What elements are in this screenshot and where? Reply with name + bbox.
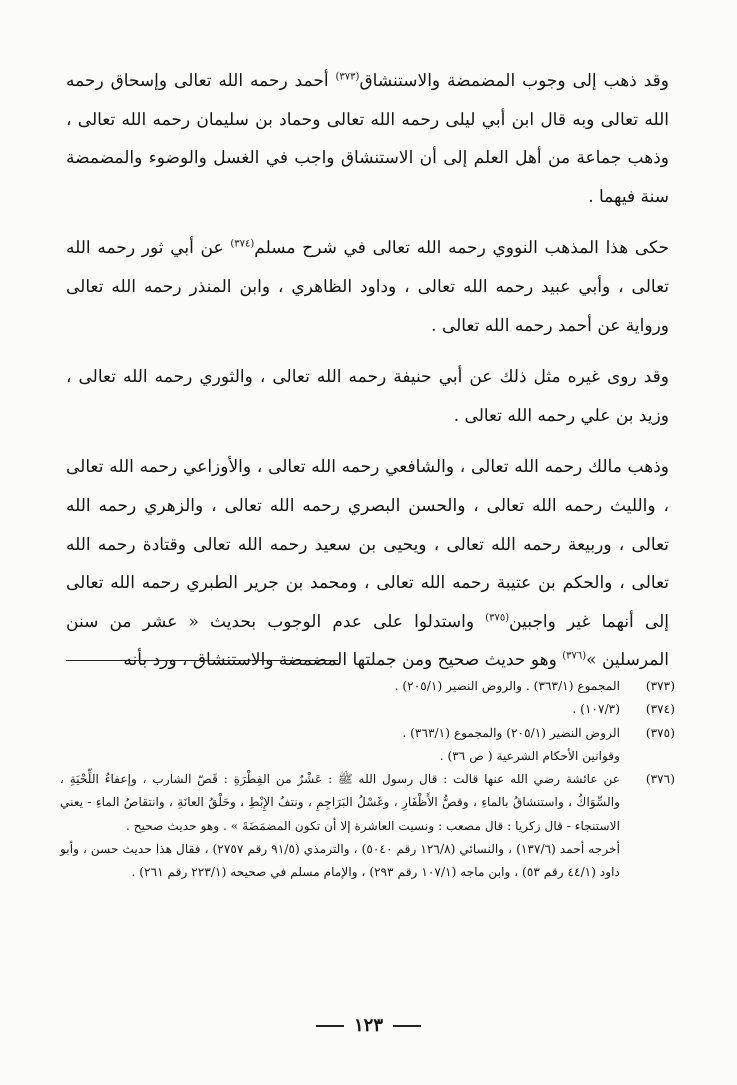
footnote-reference: (٣٧٤)	[230, 238, 255, 250]
paragraph-text: وهو حديث صحيح ومن جملتها المضمضة والاستنشاق ، ورد بأنه	[123, 650, 563, 671]
footnote-text	[60, 768, 620, 884]
paragraph-text: أحمد رحمه الله تعالى وإسحاق رحمه الله تعالى وبه قال ابن أبي ليلى رحمه الله تعالى وحماد بن سليمان رحمه الله تعالى ، وذهب جماعة من أهل العلم إلى أن الاستنشاق واجب في الغسل والوضوء والمضمضة سنة فيهما .	[66, 71, 669, 207]
footnote-number: (٣٧٥)	[645, 725, 675, 740]
footnote-reference: (٣٧٦)	[562, 650, 587, 662]
paragraph-text: واستدلوا على عدم الوجوب بحديث « عشر من سنن المرسلين »	[66, 611, 669, 671]
footnote-separator	[66, 660, 338, 661]
footnote-number: (٣٧٦)	[645, 772, 675, 787]
footnote-line: (١٠٧/٣) .	[572, 702, 620, 717]
footnote-reference: (٣٧٣)	[335, 71, 360, 83]
page-number-text: ١٢٣	[353, 1015, 383, 1036]
paragraph	[66, 448, 669, 680]
footnote	[60, 675, 675, 698]
footnote-line: عن عائشة رضي الله عنها قالت : قال رسول الله ﷺ : عَشْرٌ من الفِطْرَةِ : قَصّ الشارب ، وإعفاءُ اللِّحْيَةِ ، والسِّوَاكُ ، واستنشاقُ بالماءِ ، وقصُّ الأَظْفَارِ ، وغَسْلُ البَرَاجِمِ ، ونتفُ الإِبْطِ ، وحَلْقُ العانَةِ ، وانتقاصُ الماءِ - يعني الاستنجاء - قال زكريا : قال مصعب : ونسيت العاشرة إلا أن تكون المضمَضَةَ » . وهو حديث صحيح .	[60, 772, 620, 833]
footnote-line: المجموع (٣٦٣/١) . والروض النضير (٢٠٥/١) .	[394, 679, 620, 693]
footnote-reference: (٣٧٥)	[485, 612, 510, 624]
paragraph: وقد روى غيره مثل ذلك عن أبي حنيفة رحمه الله تعالى ، والثوري رحمه الله تعالى ، وزيد بن علي رحمه الله تعالى .	[66, 367, 669, 426]
paragraph	[66, 229, 669, 345]
footnote	[60, 698, 675, 721]
footnote-line: الروض النضير (٢٠٥/١) والمجموع (٣٦٣/١) .	[402, 725, 620, 740]
footnote-line: أخرجه أحمد (١٣٧/٦) ، والنسائي (١٢٦/٨ رقم ٥٠٤٠) ، والترمذي (٩١/٥ رقم ٢٧٥٧) ، فقال هذا حديث حسن ، وأبو داود (٤٤/١ رقم ٥٣) ، وابن ماجه (١٠٧/١ رقم ٢٩٣) ، والإمام مسلم في صحيحه (٢٢٣/١ رقم ٢٦١) .	[60, 842, 620, 880]
paragraph-text: عن أبي ثور رحمه الله تعالى ، وأبي عبيد رحمه الله تعالى ، وداود الظاهري ، وابن المنذر رحمه الله تعالى ورواية عن أحمد رحمه الله تعالى .	[66, 238, 669, 336]
paragraph	[66, 62, 669, 216]
paragraph-text: حكى هذا المذهب النووي رحمه الله تعالى في شرح مسلم	[254, 238, 669, 259]
footnote-number: (٣٧٣)	[645, 679, 675, 693]
page-number-dash	[393, 1025, 421, 1027]
footnote	[60, 722, 675, 769]
footnote-line: وقوانين الأحكام الشرعية ( ص ٣٦) .	[439, 748, 620, 763]
footnote-number: (٣٧٤)	[645, 702, 675, 717]
paragraph-text: وذهب مالك رحمه الله تعالى ، والشافعي رحمه الله تعالى ، والأوزاعي رحمه الله تعالى ، والليث رحمه الله تعالى ، والحسن البصري رحمه الله تعالى ، والزهري رحمه الله تعالى ، وربيعة رحمه الله تعالى ، ويحيى بن سعيد رحمه الله تعالى وقتادة رحمه الله تعالى ، والحكم بن عتيبة رحمه الله تعالى ، ومحمد بن جرير الطبري رحمه الله تعالى إلى أنهما غير واجبين	[66, 457, 669, 632]
footnotes	[60, 675, 675, 885]
footnote-text	[60, 698, 620, 721]
page-number	[0, 1015, 737, 1036]
footnote-text	[60, 722, 620, 769]
footnote-text	[60, 675, 620, 698]
main-text	[66, 62, 669, 680]
page-number-dash	[316, 1025, 344, 1027]
footnote	[60, 768, 675, 884]
paragraph-text: وقد ذهب إلى وجوب المضمضة والاستنشاق	[359, 71, 669, 91]
